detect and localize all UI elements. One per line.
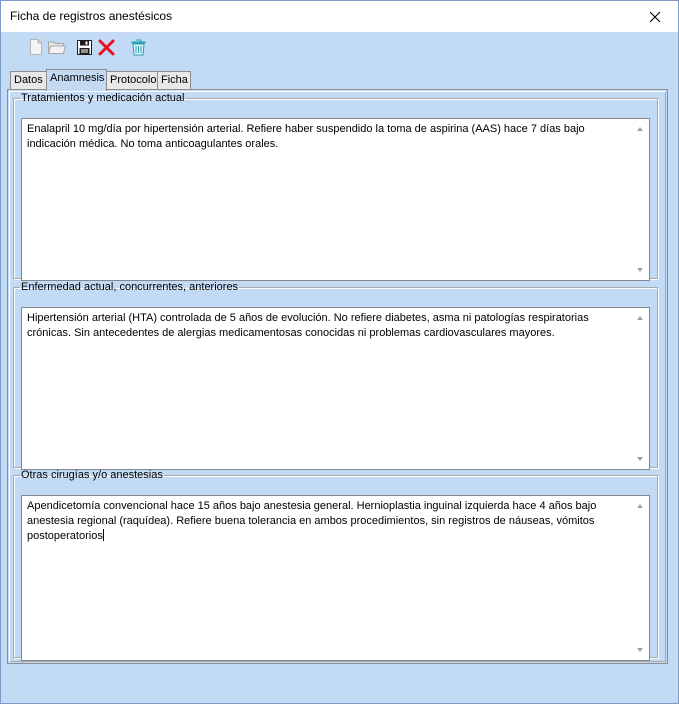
save-button[interactable] <box>73 36 95 58</box>
treatments-label: Tratamientos y medicación actual <box>21 92 185 104</box>
text-cursor <box>103 529 104 541</box>
delete-icon <box>98 39 115 56</box>
tab-protocolo[interactable]: Protocolo <box>106 71 158 90</box>
illness-text[interactable]: Hipertensión arterial (HTA) controlada de 5 años de evolución. No refiere diabetes, asma ni patologías respiratorias crónicas. Sin antecedentes de alergias medicamentosas conocidas ni problemas cardiovasculares mayores. <box>27 312 592 339</box>
illness-group <box>13 282 658 468</box>
treatments-field[interactable] <box>21 118 650 281</box>
illness-scrollbar[interactable] <box>632 308 649 469</box>
new-icon <box>29 39 43 55</box>
close-button[interactable] <box>632 1 678 32</box>
trash-button[interactable] <box>127 36 149 58</box>
close-icon <box>649 11 661 23</box>
scroll-up-icon[interactable] <box>637 316 643 320</box>
treatments-scrollbar[interactable] <box>632 119 649 280</box>
window-title: Ficha de registros anestésicos <box>10 9 173 23</box>
scroll-down-icon[interactable] <box>637 648 643 652</box>
surgeries-group <box>13 470 658 658</box>
scroll-down-icon[interactable] <box>637 268 643 272</box>
open-folder-icon <box>48 40 66 55</box>
scroll-up-icon[interactable] <box>637 504 643 508</box>
tab-ficha[interactable]: Ficha <box>157 71 191 90</box>
toolbar <box>1 32 678 62</box>
tab-datos[interactable]: Datos <box>10 71 47 90</box>
open-button[interactable] <box>46 36 68 58</box>
delete-button[interactable] <box>95 36 117 58</box>
treatments-group <box>13 93 658 279</box>
surgeries-scrollbar[interactable] <box>632 496 649 660</box>
save-icon <box>77 40 92 55</box>
title-bar <box>1 1 678 32</box>
trash-icon <box>131 39 146 56</box>
surgeries-text[interactable]: Apendicetomía convencional hace 15 años bajo anestesia general. Hernioplastia inguinal izquierda hace 4 años bajo anestesia regional (raquídea). Refiere buena tolerancia en ambos procedimientos, sin registros de náuseas, vómitos postoperatorios <box>27 500 600 542</box>
new-record-button[interactable] <box>25 36 47 58</box>
illness-label: Enfermedad actual, concurrentes, anteriores <box>21 281 239 293</box>
scroll-up-icon[interactable] <box>637 127 643 131</box>
surgeries-field[interactable] <box>21 495 650 661</box>
surgeries-label: Otras cirugías y/o anestesias <box>21 469 163 481</box>
surgeries-text-area[interactable] <box>22 496 631 660</box>
tab-anamnesis[interactable]: Anamnesis <box>46 69 107 91</box>
illness-field[interactable] <box>21 307 650 470</box>
treatments-text[interactable]: Enalapril 10 mg/día por hipertensión arterial. Refiere haber suspendido la toma de aspirina (AAS) hace 7 días bajo indicación médica. No toma anticoagulantes orales. <box>27 123 588 150</box>
scroll-down-icon[interactable] <box>637 457 643 461</box>
